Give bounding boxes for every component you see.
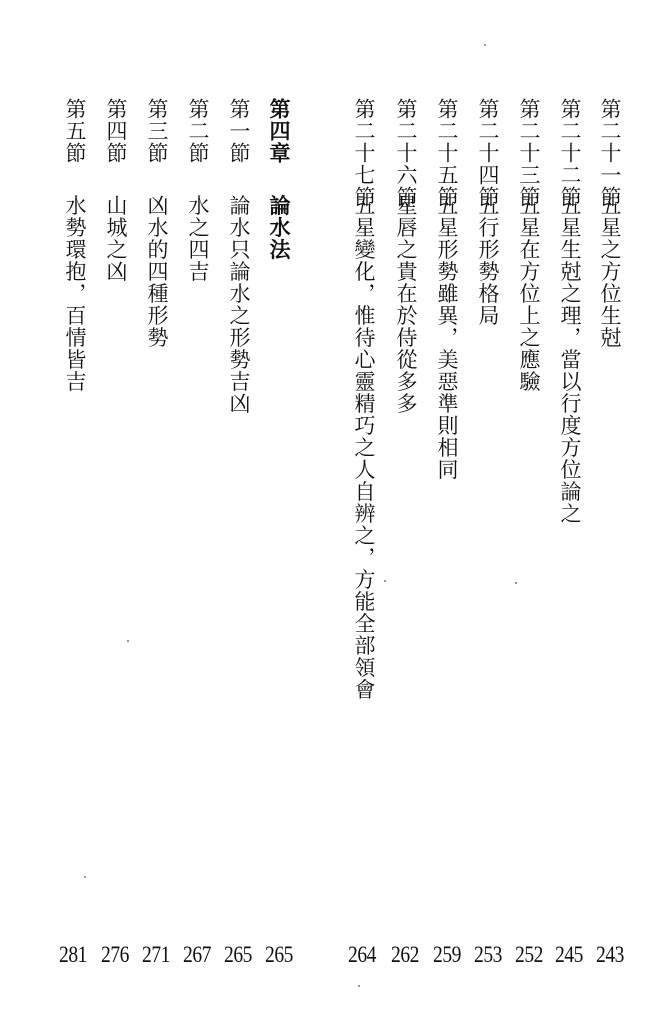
toc-entry: [391, 98, 421, 898]
page-number: 265: [223, 942, 253, 967]
page-number: 259: [432, 942, 462, 967]
toc-entry: [60, 98, 90, 898]
toc-entry: [224, 98, 254, 898]
page-number: 245: [554, 942, 584, 967]
toc-entry: [595, 98, 625, 898]
page-number: 276: [100, 942, 130, 967]
page-number: 265: [264, 942, 294, 967]
section-title: 五星形勢雖異，美惡準則相同: [435, 194, 459, 481]
toc-entry: [432, 98, 462, 898]
section-title: 五星變化，惟待心靈精巧之人自辨之，方能全部領會: [352, 194, 376, 701]
section-title: 山城之凶: [104, 194, 128, 283]
section-number: 第二十三節: [517, 98, 541, 208]
section-title: 水勢環抱，百情皆吉: [63, 194, 87, 393]
toc-entry: [555, 98, 585, 898]
page-number: 252: [514, 942, 544, 967]
section-title: 星唇之貴在於侍從多多: [394, 194, 418, 415]
toc-entry: [183, 98, 213, 898]
toc-entry: [142, 98, 172, 898]
section-number: 第二十二節: [558, 98, 582, 208]
scan-speck: [384, 580, 386, 582]
scan-speck: [484, 44, 486, 46]
page-number: 253: [473, 942, 503, 967]
section-number: 第五節: [63, 98, 87, 164]
section-number: 第二十六節: [394, 98, 418, 208]
toc-entry: [349, 98, 379, 898]
toc-entry: [473, 98, 503, 898]
section-number: 第二十七節: [352, 98, 376, 208]
scan-speck: [358, 985, 360, 987]
scan-speck: [127, 640, 129, 642]
section-number: 第二十五節: [435, 98, 459, 208]
section-number: 第二節: [186, 98, 210, 164]
scan-speck: [84, 876, 86, 878]
section-title: 水之四吉: [186, 194, 210, 283]
section-title: 五星之方位生尅: [598, 194, 622, 349]
section-title: 五行形勢格局: [476, 194, 500, 327]
page-number: 264: [347, 942, 377, 967]
scan-speck: [515, 582, 517, 584]
section-title: 五星生尅之理，當以行度方位論之: [558, 194, 582, 525]
section-title: 五星在方位上之應驗: [517, 194, 541, 393]
toc-entry: [514, 98, 544, 898]
page-number: 262: [390, 942, 420, 967]
toc-entry: [101, 98, 131, 898]
chapter-number: 第四章: [267, 98, 292, 164]
section-title: 論水只論水之形勢吉凶: [227, 194, 251, 415]
section-number: 第三節: [145, 98, 169, 164]
section-number: 第四節: [104, 98, 128, 164]
page-number: 267: [182, 942, 212, 967]
chapter-title: 論水法: [267, 194, 292, 261]
page-number: 271: [141, 942, 171, 967]
page-number: 243: [595, 942, 625, 967]
chapter-heading: [264, 98, 294, 898]
section-number: 第一節: [227, 98, 251, 164]
section-number: 第二十四節: [476, 98, 500, 208]
page-number: 281: [58, 942, 88, 967]
section-title: 凶水的四種形勢: [145, 194, 169, 349]
section-number: 第二十一節: [598, 98, 622, 208]
